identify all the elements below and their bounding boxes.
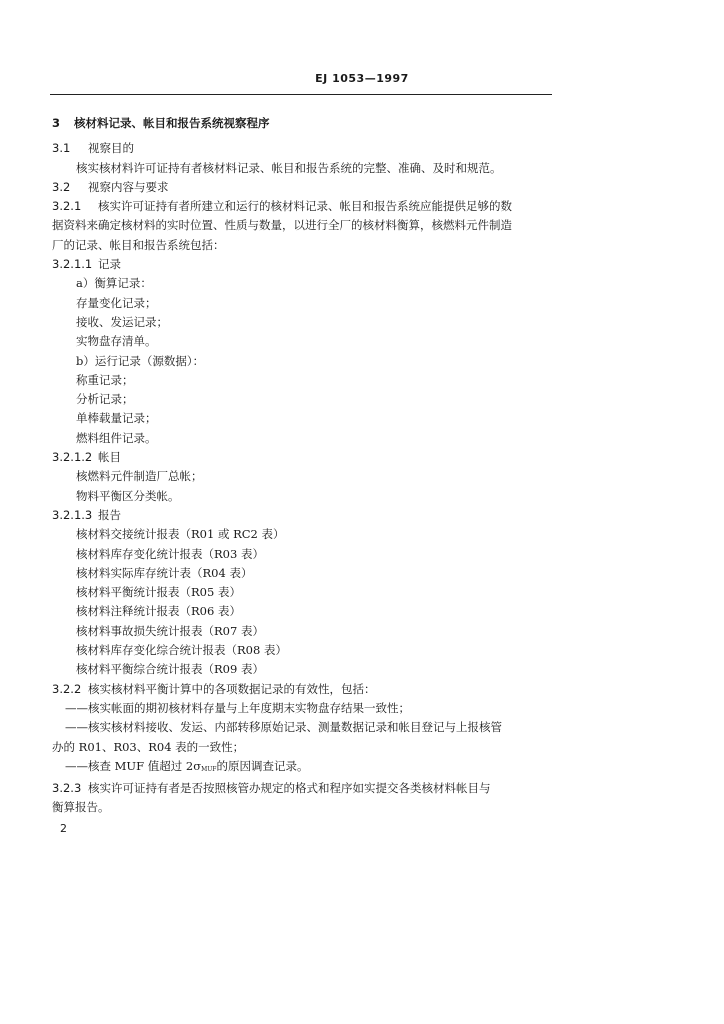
- page-number: 2: [60, 822, 67, 835]
- paragraph-3-2-3-number: 3.2.3: [52, 781, 82, 796]
- paragraph-3-2-3-line2: 衡算报告。: [52, 800, 110, 815]
- paragraph-3-2-1-line3: 厂的记录、帐目和报告系统包括：: [52, 237, 225, 252]
- heading-3-2-title: 视察内容与要求: [88, 179, 169, 194]
- heading-3-2-1-3-number: 3.2.1.3: [52, 507, 93, 522]
- heading-3-2-number: 3.2: [52, 179, 71, 194]
- header-rule: [50, 94, 552, 95]
- body-text: [52, 108, 552, 818]
- list-item: 实物盘存清单。: [76, 334, 157, 349]
- paragraph-3-2-2: [52, 680, 552, 699]
- dash-item-continuation: 办的 R01、R03、R04 表的一致性；: [52, 739, 245, 754]
- heading-3-2-1-1-number: 3.2.1.1: [52, 257, 93, 272]
- dash-item: ——核实帐面的期初核材料存量与上年度期末实物盘存结果一致性；: [65, 700, 410, 715]
- dash3-subscript: MUF: [201, 765, 217, 773]
- list-item: 核燃料元件制造厂总帐；: [76, 469, 203, 484]
- list-item: 核材料实际库存统计表（R04 表）: [76, 565, 253, 580]
- heading-3-2-1-2: [52, 448, 552, 467]
- list-item: 核材料库存变化统计报表（R03 表）: [76, 546, 264, 561]
- paragraph-3-2-1-text: 核实许可证持有者所建立和运行的核材料记录、帐目和报告系统应能提供足够的数: [98, 199, 512, 214]
- paragraph-3-2-3-text: 核实许可证持有者是否按照核管办规定的格式和程序如实提交各类核材料帐目与: [88, 781, 491, 796]
- list-item: 核材料交接统计报表（R01 或 RC2 表）: [76, 527, 285, 542]
- heading-3-2-1-1-title: 记录: [98, 257, 121, 272]
- list-item: 单棒载量记录；: [76, 411, 157, 426]
- paragraph-3-2-1-line1: [52, 197, 552, 216]
- list-item: 接收、发运记录；: [76, 314, 168, 329]
- section-heading: [52, 114, 552, 133]
- list-item: 燃料组件记录。: [76, 430, 157, 445]
- list-item: a）衡算记录：: [76, 276, 152, 291]
- paragraph-3-2-2-text: 核实核材料平衡计算中的各项数据记录的有效性，包括：: [88, 681, 376, 696]
- list-item: 称重记录；: [76, 372, 134, 387]
- heading-3-1: [52, 139, 552, 158]
- dash3-pre: ——核查 MUF 值超过 2σ: [65, 758, 202, 773]
- dash-item-muf: [52, 757, 552, 779]
- heading-3-2: [52, 178, 552, 197]
- paragraph-3-2-2-number: 3.2.2: [52, 681, 82, 696]
- dash-item: ——核实核材料接收、发运、内部转移原始记录、测量数据记录和帐目登记与上报核管: [65, 720, 502, 735]
- dash3-post: 的原因调查记录。: [216, 758, 309, 773]
- section-number: 3: [52, 116, 61, 130]
- heading-3-2-1-2-title: 帐目: [98, 450, 121, 465]
- list-item: 核材料平衡综合统计报表（R09 表）: [76, 662, 264, 677]
- list-item: 核材料注释统计报表（R06 表）: [76, 604, 241, 619]
- list-item: 物料平衡区分类帐。: [76, 488, 180, 503]
- list-item: 核材料库存变化综合统计报表（R08 表）: [76, 643, 287, 658]
- list-item: b）运行记录（源数据）：: [76, 353, 205, 368]
- heading-3-1-title: 视察目的: [88, 141, 134, 156]
- list-item: 核材料平衡统计报表（R05 表）: [76, 585, 241, 600]
- heading-3-2-1-2-number: 3.2.1.2: [52, 450, 93, 465]
- paragraph-3-1: 核实核材料许可证持有者核材料记录、帐目和报告系统的完整、准确、及时和规范。: [76, 160, 502, 175]
- heading-3-2-1-3-title: 报告: [98, 507, 121, 522]
- list-item: 存量变化记录；: [76, 295, 157, 310]
- list-item: 核材料事故损失统计报表（R07 表）: [76, 623, 264, 638]
- heading-3-2-1-1: [52, 255, 552, 274]
- paragraph-3-2-3-line1: [52, 779, 552, 798]
- standard-code-header: EJ 1053—1997: [315, 72, 409, 85]
- list-item: 分析记录；: [76, 392, 134, 407]
- heading-3-2-1-3: [52, 506, 552, 525]
- heading-3-1-number: 3.1: [52, 141, 71, 156]
- paragraph-3-2-1-line2: 据资料来确定核材料的实时位置、性质与数量，以进行全厂的核材料衡算，核燃料元件制造: [52, 218, 512, 233]
- section-title: 核材料记录、帐目和报告系统视察程序: [74, 116, 270, 130]
- paragraph-3-2-1-number: 3.2.1: [52, 199, 82, 214]
